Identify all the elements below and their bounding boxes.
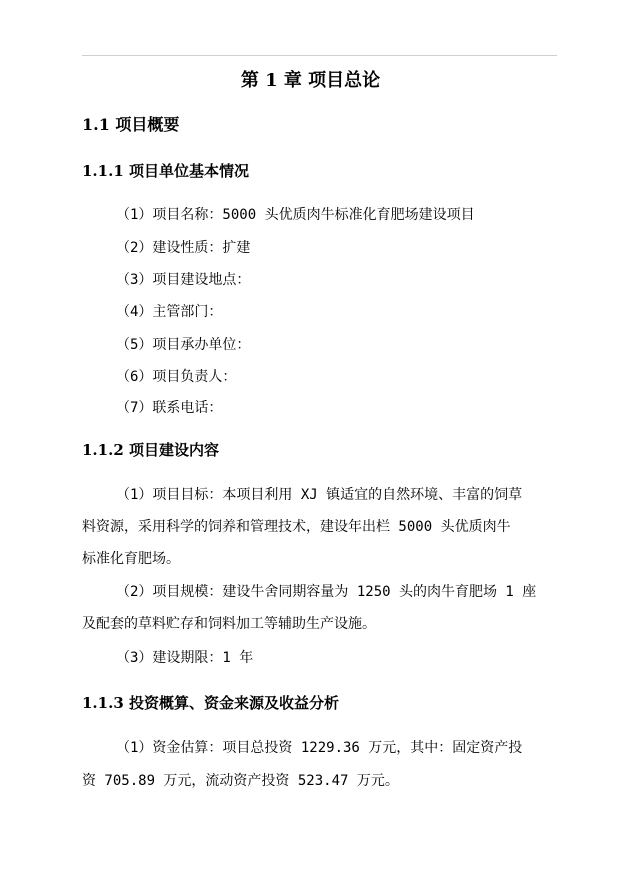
chapter-title: 第 1 章 项目总论 — [240, 70, 381, 91]
investment-line-1: （1）资金估算：项目总投资 1229.36 万元，其中：固定资产投 — [116, 740, 523, 756]
content-scale-line-1: （2）项目规模：建设牛舍同期容量为 1250 头的肉牛育肥场 1 座 — [116, 584, 537, 600]
content-goal-line-1: （1）项目目标：本项目利用 XJ 镇适宜的自然环境、丰富的饲草 — [116, 487, 523, 503]
investment-line-2: 资 705.89 万元，流动资产投资 523.47 万元。 — [82, 773, 399, 789]
section-heading-1-1-2: 1.1.2 项目建设内容 — [82, 441, 219, 459]
content-duration: （3）建设期限：1 年 — [116, 650, 254, 666]
section-heading-1-1-1: 1.1.1 项目单位基本情况 — [82, 162, 249, 180]
content-goal-line-3: 标准化育肥场。 — [82, 551, 180, 567]
info-construction-type: （2）建设性质：扩建 — [116, 240, 251, 256]
section-heading-1-1: 1.1 项目概要 — [82, 115, 180, 134]
info-phone: （7）联系电话： — [116, 400, 223, 416]
info-project-name: （1）项目名称：5000 头优质肉牛标准化育肥场建设项目 — [116, 207, 475, 223]
section-heading-1-1-3: 1.1.3 投资概算、资金来源及收益分析 — [82, 694, 339, 712]
info-person-in-charge: （6）项目负责人： — [116, 369, 237, 385]
info-location: （3）项目建设地点： — [116, 272, 251, 288]
info-organizer: （5）项目承办单位： — [116, 337, 251, 353]
content-goal-line-2: 料资源，采用科学的饲养和管理技术，建设年出栏 5000 头优质肉牛 — [82, 519, 511, 535]
header-rule — [82, 55, 557, 56]
content-scale-line-2: 及配套的草料贮存和饲料加工等辅助生产设施。 — [82, 616, 376, 632]
info-department: （4）主管部门： — [116, 304, 223, 320]
